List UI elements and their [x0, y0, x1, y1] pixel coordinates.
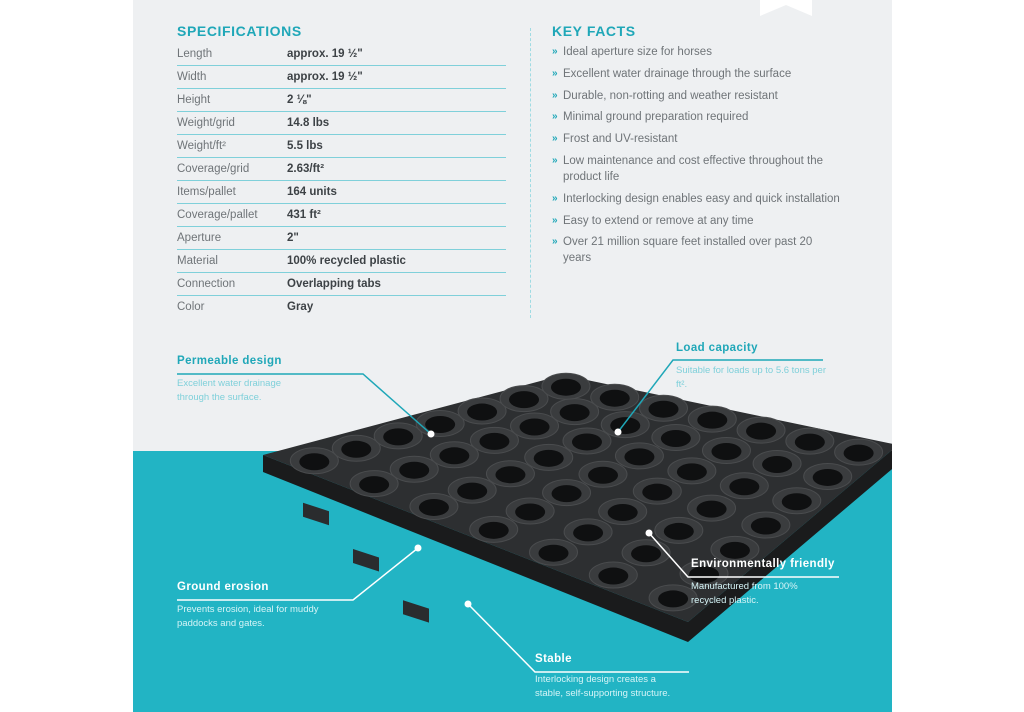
bullet-icon: » [552, 67, 558, 79]
spec-value: approx. 19 ½" [287, 66, 506, 89]
key-fact-text: Low maintenance and cost effective throughout the product life [563, 154, 823, 183]
bullet-icon: » [552, 46, 558, 57]
key-fact-text: Over 21 million square feet installed over past 20 years [563, 236, 813, 265]
spec-value: Overlapping tabs [287, 273, 506, 296]
callout-text: Interlocking design creates a stable, self-supporting structure. [535, 674, 671, 699]
callout-text: Suitable for loads up to 5.6 tons per ft². [676, 365, 826, 390]
key-fact-text: Minimal ground preparation required [563, 111, 749, 124]
callout-title: Stable [535, 653, 572, 665]
marker-permeable [428, 431, 435, 438]
bullet-icon: » [552, 111, 558, 123]
callout-title: Load capacity [676, 342, 758, 354]
spec-value: 2.63/ft² [287, 158, 506, 181]
spec-label: Connection [177, 273, 287, 296]
bullet-icon: » [552, 133, 558, 145]
spec-value: 100% recycled plastic [287, 250, 506, 273]
key-facts-heading: KEY FACTS [552, 23, 636, 39]
callout-stable [535, 653, 705, 701]
spec-label: Weight/grid [177, 112, 287, 135]
spec-label: Color [177, 301, 205, 313]
spec-label: Height [177, 89, 287, 112]
spec-label: Coverage/pallet [177, 204, 287, 227]
bullet-icon: » [552, 154, 558, 166]
spec-value: 164 units [287, 181, 506, 204]
specifications-heading: SPECIFICATIONS [177, 23, 302, 39]
marker-erosion [415, 545, 422, 552]
key-fact-text: Ideal aperture size for horses [563, 46, 712, 58]
bullet-icon: » [552, 214, 558, 226]
spec-value: 14.8 lbs [287, 112, 506, 135]
callout-title: Permeable design [177, 355, 282, 367]
marker-load [615, 429, 622, 436]
spec-value: 2 ⅛" [287, 89, 506, 112]
spec-value: 2" [287, 227, 506, 250]
spec-value: 5.5 lbs [287, 135, 506, 158]
spec-label: Aperture [177, 227, 287, 250]
callout-text: Prevents erosion, ideal for muddy paddocks and gates. [177, 604, 319, 629]
bullet-icon: » [552, 236, 558, 248]
callout-text: Excellent water drainage through the surface. [177, 378, 282, 403]
spec-value: 431 ft² [287, 204, 506, 227]
callout-permeable-design [177, 355, 367, 405]
spec-label: Width [177, 66, 287, 89]
key-fact-text: Frost and UV-resistant [563, 133, 678, 146]
key-fact-text: Durable, non-rotting and weather resistant [563, 89, 778, 102]
product-sheet [133, 0, 892, 712]
spec-label: Weight/ft² [177, 135, 287, 158]
callout-title: Ground erosion [177, 581, 269, 593]
key-fact-text: Excellent water drainage through the surface [563, 67, 792, 80]
spec-label: Coverage/grid [177, 158, 287, 181]
callout-title: Environmentally friendly [691, 558, 835, 570]
spec-value: approx. 19 ½" [287, 43, 506, 66]
spec-label: Material [177, 250, 287, 273]
spec-label: Items/pallet [177, 181, 287, 204]
callout-environmentally-friendly [691, 558, 861, 608]
callout-ground-erosion [177, 581, 377, 631]
spec-value: Gray [287, 301, 314, 313]
callout-load-capacity [676, 342, 836, 392]
key-fact-text: Easy to extend or remove at any time [563, 214, 754, 227]
marker-environment [646, 530, 653, 537]
spec-label: Length [177, 43, 287, 66]
key-fact-text: Interlocking design enables easy and quick installation [563, 192, 840, 205]
bullet-icon: » [552, 192, 558, 204]
marker-stable [465, 601, 472, 608]
callout-text: Manufactured from 100% recycled plastic. [691, 581, 798, 606]
bullet-icon: » [552, 89, 558, 101]
